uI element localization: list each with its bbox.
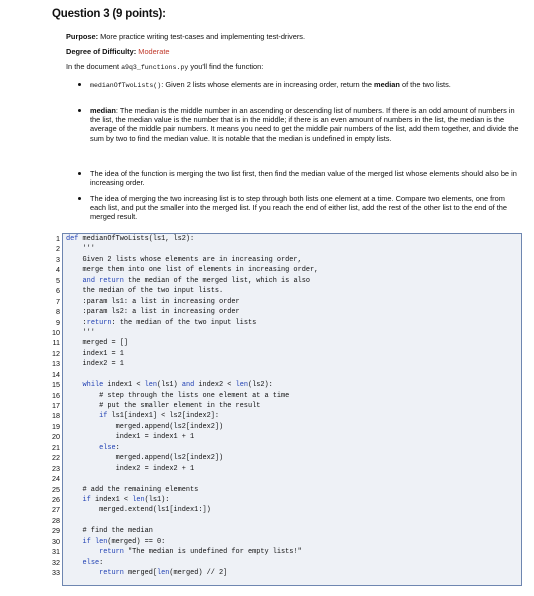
code-line: index1 = 1 [66,349,124,358]
difficulty-line [66,47,520,56]
line-number: 19 [52,421,60,431]
code-line: merged = [] [66,339,129,348]
code-line [66,516,518,526]
code-line: return merged[len(merged) // 2] [99,569,228,577]
intro-post: you'll find the function: [188,62,264,71]
line-number: 3 [56,254,60,264]
bullet-dot [78,109,81,112]
code-line [66,474,518,484]
bullet-text-2: of the two lists. [399,80,451,89]
bullet-item [66,194,520,222]
code-line: # step through the lists one element at a time [66,391,290,400]
bullet-list-4 [66,194,520,222]
line-number: 25 [52,484,60,494]
code-listing [46,234,520,586]
bullet-text: : Given 2 lists whose elements are in increasing order, return the [161,80,375,89]
code-line: return "The median is undefined for empty lists!" [99,548,302,557]
line-number: 7 [56,296,60,306]
code-line [66,370,518,380]
bullet-bold: median [90,106,116,115]
purpose-line [66,32,520,41]
line-number: 20 [52,432,60,442]
line-number: 33 [52,568,60,577]
line-number: 16 [52,390,60,400]
line-number: 2 [56,244,60,254]
code-line: the median of the two input lists. [66,287,224,296]
function-name: medianOfTwoLists() [90,82,162,89]
code-line: def medianOfTwoLists(ls1, ls2): [66,235,195,243]
purpose-text: More practice writing test-cases and implementing test-drivers. [100,32,306,41]
intro-pre: In the document [66,62,122,71]
bullet-dot [78,172,81,175]
bullet-bold: median [374,80,400,89]
code-line: merged.append(ls2[index2]) [66,454,224,463]
line-number: 10 [52,327,60,337]
line-number: 32 [52,557,60,567]
code-line: ''' [66,328,95,337]
code-line: :return: the median of the two input lists [66,318,257,327]
code-line: Given 2 lists whose elements are in increasing order, [66,255,302,264]
bullet-list-2 [66,106,520,143]
code-line: if len(merged) == 0: [82,537,166,546]
line-number: 23 [52,463,60,473]
code-line: else: [82,558,104,567]
code-line: index2 = index2 + 1 [66,464,195,473]
code-line: else: [99,443,120,452]
line-number: 9 [56,317,60,327]
code-line: if ls1[index1] < ls2[index2]: [99,412,220,421]
line-number: 24 [52,474,60,484]
code-line: merge them into one list of elements in increasing order, [66,266,319,275]
line-number: 13 [52,359,60,369]
line-number-gutter [46,234,60,578]
intro-filename: a9q3_functions.py [121,64,189,71]
line-number: 28 [52,515,60,525]
line-number: 21 [52,442,60,452]
bullet-list-3 [66,169,520,187]
code-line: merged.extend(ls1[index1:]) [66,506,211,515]
bullet-dot [78,197,81,200]
code-line: :param ls1: a list in increasing order [66,297,240,306]
code-line: and return the median of the merged list, which is also [82,276,310,285]
line-number: 27 [52,505,60,515]
bullet-text: : The median is the middle number in an ascending or descending list of numbers. If there is an odd amount of numbers in the list, the median value is the number that is in the middle; if there is an even amount of numbers in the list, the median is the average of the middle pair numbers. It means you need to get the middle pair numbers of the list, add them together, and divide the sum by two to find the median value. It is notable that the median is undefined in empty lists. [90,106,519,143]
purpose-label: Purpose: [66,32,99,41]
bullet-item [66,106,520,143]
code-line: # find the median [66,527,153,536]
line-number: 22 [52,453,60,463]
code-line: :param ls2: a list in increasing order [66,308,240,317]
code-block [66,234,518,578]
line-number: 5 [56,275,60,285]
line-number: 14 [52,369,60,379]
line-number: 30 [52,536,60,546]
code-line: if index1 < len(ls1): [82,495,170,504]
bullet-item [66,169,520,187]
line-number: 26 [52,494,60,504]
bullet-text: The idea of merging the two increasing list is to step through both lists one element at a time. Compare two elements, one from each list, and put the smaller into the merged list. If you reach the end of either list, add the rest of the other list to the end of the merged result. [90,194,507,222]
bullet-list-1 [66,80,520,90]
code-line: index2 = 1 [66,360,124,369]
line-number: 15 [52,380,60,390]
line-number: 1 [56,234,60,243]
line-number: 18 [52,411,60,421]
line-number: 17 [52,401,60,410]
bullet-item [66,80,520,90]
line-number: 31 [52,547,60,557]
code-line: index1 = index1 + 1 [66,433,195,442]
line-number: 8 [56,307,60,317]
bullet-dot [78,83,81,86]
question-title: Question 3 (9 points): [52,8,166,20]
code-line: # add the remaining elements [66,485,199,494]
difficulty-label: Degree of Difficulty: [66,47,137,56]
difficulty-value: Moderate [138,47,170,56]
code-line: merged.append(ls2[index2]) [66,422,224,431]
code-line: while index1 < len(ls1) and index2 < len(ls2): [82,381,273,390]
intro-line [66,62,520,72]
code-line: ''' [66,245,95,254]
line-number: 11 [52,338,60,348]
line-number: 29 [52,526,60,536]
line-number: 6 [56,286,60,296]
line-number: 4 [56,265,60,275]
line-number: 12 [52,348,60,358]
code-line: # put the smaller element in the result [66,402,261,410]
bullet-text: The idea of the function is merging the two list first, then find the median value of the merged list whose elements should also be in increasing order. [90,169,517,188]
